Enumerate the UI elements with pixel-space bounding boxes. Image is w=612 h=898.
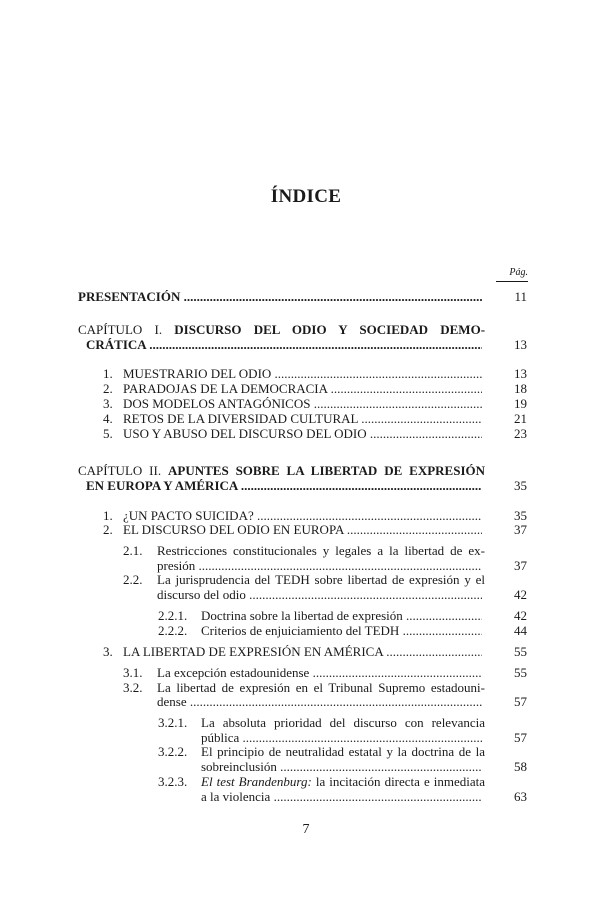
subsubsection-title-line2: pública .....	[201, 730, 482, 745]
page-column-rule	[496, 281, 528, 282]
subsubsection-title-rest: la incitación directa e inmediata	[315, 774, 486, 789]
toc-page-number: 19	[514, 396, 527, 411]
section-title: MUESTRARIO DEL ODIO .....	[123, 366, 482, 381]
subsubsection-number: 2.2.2.	[158, 623, 188, 638]
toc-page-number: 37	[514, 522, 527, 537]
chapter-title-line1: APUNTES SOBRE LA LIBERTAD DE EXPRESIÓN	[168, 463, 486, 478]
subsubsection-title-line2: sobreinclusión .....	[201, 759, 482, 774]
section-number: 4.	[103, 411, 113, 426]
section-title: RETOS DE LA DIVERSIDAD CULTURAL .....	[123, 411, 482, 426]
section-number: 2.	[103, 381, 113, 396]
subsection-number: 3.1.	[123, 665, 143, 680]
subsubsection-number: 3.2.2.	[158, 744, 188, 759]
subsubsection-title-line2: a la violencia .....	[201, 789, 482, 804]
toc-page-number: 13	[514, 337, 527, 352]
toc-entry-title: PRESENTACIÓN .....	[78, 289, 482, 304]
subsection-title-line2: discurso del odio .....	[157, 587, 482, 602]
subsubsection-title-italic: El test Brandenburg:	[201, 774, 312, 789]
subsubsection-number: 3.2.3.	[158, 774, 188, 789]
subsubsection-title-line1: El principio de neutralidad estatal y la doctrina de la	[201, 744, 485, 759]
chapter-prefix: CAPÍTULO I.	[78, 322, 163, 337]
chapter-title-line2: CRÁTICA .....	[86, 337, 482, 352]
section-number: 3.	[103, 396, 113, 411]
chapter-title-line1: DISCURSO DEL ODIO Y SOCIEDAD DEMO-	[174, 322, 486, 337]
section-title: LA LIBERTAD DE EXPRESIÓN EN AMÉRICA .....	[123, 644, 482, 659]
subsection-title: La excepción estadounidense .....	[157, 665, 482, 680]
toc-page-number: 21	[514, 411, 527, 426]
subsection-number: 3.2.	[123, 680, 143, 695]
page-title: ÍNDICE	[270, 186, 342, 207]
section-number: 1.	[103, 366, 113, 381]
subsection-number: 2.1.	[123, 543, 143, 558]
section-title: USO Y ABUSO DEL DISCURSO DEL ODIO .....	[123, 426, 482, 441]
section-title: DOS MODELOS ANTAGÓNICOS .....	[123, 396, 482, 411]
toc-page-number: 55	[514, 644, 527, 659]
chapter-heading	[78, 463, 485, 478]
toc-page-number: 35	[514, 478, 527, 493]
subsubsection-number: 3.2.1.	[158, 715, 188, 730]
section-title: EL DISCURSO DEL ODIO EN EUROPA .....	[123, 522, 482, 537]
subsection-title-line2: dense .....	[157, 694, 482, 709]
chapter-title-line2: EN EUROPA Y AMÉRICA .....	[86, 478, 482, 493]
toc-page-number: 57	[514, 730, 527, 745]
chapter-prefix: CAPÍTULO II.	[78, 463, 162, 478]
toc-page-number: 42	[514, 608, 527, 623]
toc-page-number: 35	[514, 508, 527, 523]
toc-page-number: 63	[514, 789, 527, 804]
section-title: PARADOJAS DE LA DEMOCRACIA .....	[123, 381, 482, 396]
toc-page-number: 37	[514, 558, 527, 573]
section-title: ¿UN PACTO SUICIDA? .....	[123, 508, 482, 523]
subsubsection-title-line1: La absoluta prioridad del discurso con relevancia	[201, 715, 485, 730]
subsection-number: 2.2.	[123, 572, 143, 587]
toc-page-number: 58	[514, 759, 527, 774]
subsubsection-title: Criterios de enjuiciamiento del TEDH .....	[201, 623, 482, 638]
toc-page-number: 44	[514, 623, 527, 638]
toc-page-number: 55	[514, 665, 527, 680]
subsubsection-title-line1	[201, 774, 485, 789]
page-column-header: Pág.	[509, 267, 528, 278]
toc-page-number: 13	[514, 366, 527, 381]
subsubsection-number: 2.2.1.	[158, 608, 188, 623]
toc-page-number: 23	[514, 426, 527, 441]
toc-page-number: 18	[514, 381, 527, 396]
subsubsection-title: Doctrina sobre la libertad de expresión .....	[201, 608, 482, 623]
section-number: 2.	[103, 522, 113, 537]
subsection-title-line1: La libertad de expresión en el Tribunal Supremo estadouni-	[157, 680, 485, 695]
section-number: 1.	[103, 508, 113, 523]
subsection-title-line2: presión .....	[157, 558, 482, 573]
section-number: 3.	[103, 644, 113, 659]
section-number: 5.	[103, 426, 113, 441]
toc-page-number: 11	[514, 289, 527, 304]
page-folio-number: 7	[302, 822, 310, 837]
chapter-heading	[78, 322, 485, 337]
toc-page-number: 42	[514, 587, 527, 602]
subsection-title-line1: Restricciones constitucionales y legales a la libertad de ex-	[157, 543, 485, 558]
toc-page-number: 57	[514, 694, 527, 709]
subsection-title-line1: La jurisprudencia del TEDH sobre libertad de expresión y el	[157, 572, 485, 587]
